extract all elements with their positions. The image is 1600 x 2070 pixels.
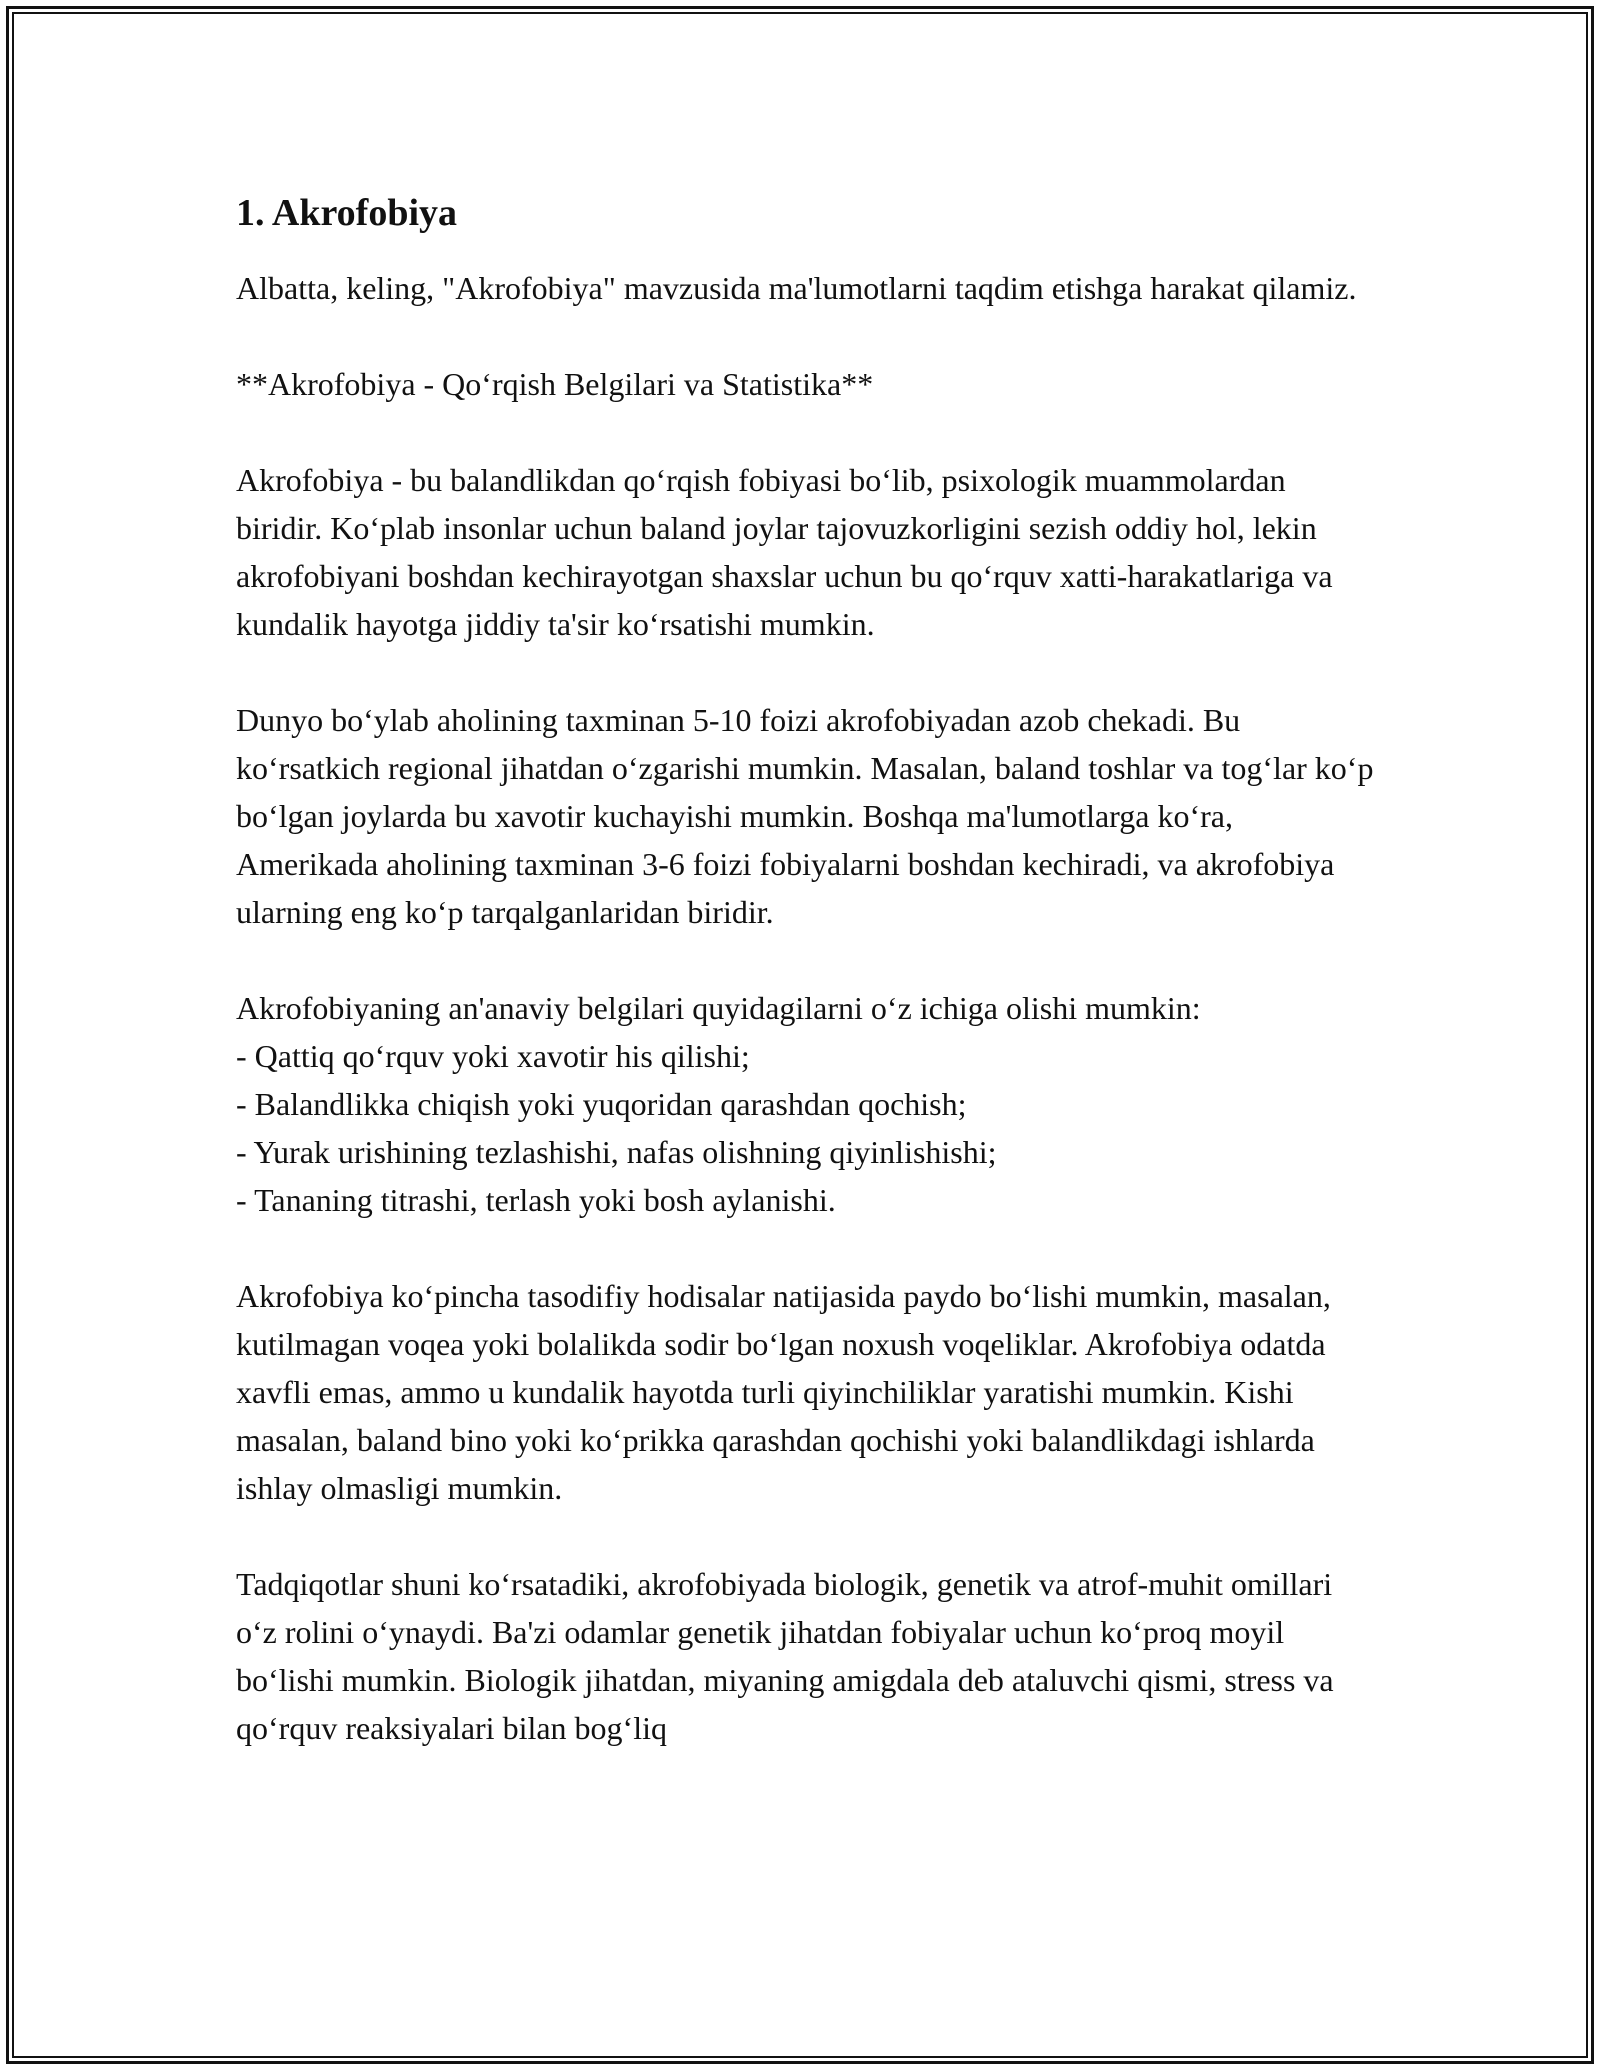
statistics-paragraph: Dunyo bo‘ylab aholining taxminan 5-10 foizi akrofobiyadan azob chekadi. Bu ko‘rsatkich regional jihatdan o‘zgarishi mumkin. Masalan, baland toshlar va tog‘lar ko‘p bo‘lgan joylarda bu xavotir kuchayishi mumkin. Boshqa ma'lumotlarga ko‘ra, Amerikada aholining taxminan 3-6 foizi fobiyalarni boshdan kechiradi, va akrofobiya ularning eng ko‘p tarqalganlaridan biridir. [236, 702, 1374, 930]
symptom-item: - Qattiq qo‘rquv yoki xavotir his qilishi; [236, 1038, 750, 1074]
subtitle-paragraph: **Akrofobiya - Qo‘rqish Belgilari va Statistika** [236, 366, 874, 402]
symptom-item: - Yurak urishining tezlashishi, nafas olishning qiyinlishishi; [236, 1134, 997, 1170]
causes-paragraph: Akrofobiya ko‘pincha tasodifiy hodisalar natijasida paydo bo‘lishi mumkin, masalan, kutilmagan voqea yoki bolalikda sodir bo‘lgan noxush voqeliklar. Akrofobiya odatda xavfli emas, ammo u kundalik hayotda turli qiyinchiliklar yaratishi mumkin. Kishi masalan, baland bino yoki ko‘prikka qarashdan qochishi yoki balandlikdagi ishlarda ishlay olmasligi mumkin. [236, 1278, 1331, 1506]
definition-paragraph: Akrofobiya - bu balandlikdan qo‘rqish fobiyasi bo‘lib, psixologik muammolardan biridir. Ko‘plab insonlar uchun baland joylar tajovuzkorligini sezish oddiy hol, lekin akrofobiyani boshdan kechirayotgan shaxslar uchun bu qo‘rquv xatti-harakatlariga va kundalik hayotga jiddiy ta'sir ko‘rsatishi mumkin. [236, 462, 1333, 642]
symptoms-intro: Akrofobiyaning an'anaviy belgilari quyidagilarni o‘z ichiga olishi mumkin: [236, 990, 1201, 1026]
research-paragraph: Tadqiqotlar shuni ko‘rsatadiki, akrofobiyada biologik, genetik va atrof-muhit omillari o‘z rolini o‘ynaydi. Ba'zi odamlar genetik jihatdan fobiyalar uchun ko‘proq moyil bo‘lishi mumkin. Biologik jihatdan, miyaning amigdala deb ataluvchi qismi, stress va qo‘rquv reaksiyalari bilan bog‘liq [236, 1566, 1334, 1746]
symptom-item: - Balandlikka chiqish yoki yuqoridan qarashdan qochish; [236, 1086, 967, 1122]
document-body [236, 188, 1376, 1800]
section-heading: 1. Akrofobiya [236, 192, 458, 234]
symptoms-block [236, 984, 1376, 1224]
intro-paragraph: Albatta, keling, "Akrofobiya" mavzusida ma'lumotlarni taqdim etishga harakat qilamiz. [236, 270, 1357, 306]
symptom-item: - Tananing titrashi, terlash yoki bosh aylanishi. [236, 1182, 836, 1218]
